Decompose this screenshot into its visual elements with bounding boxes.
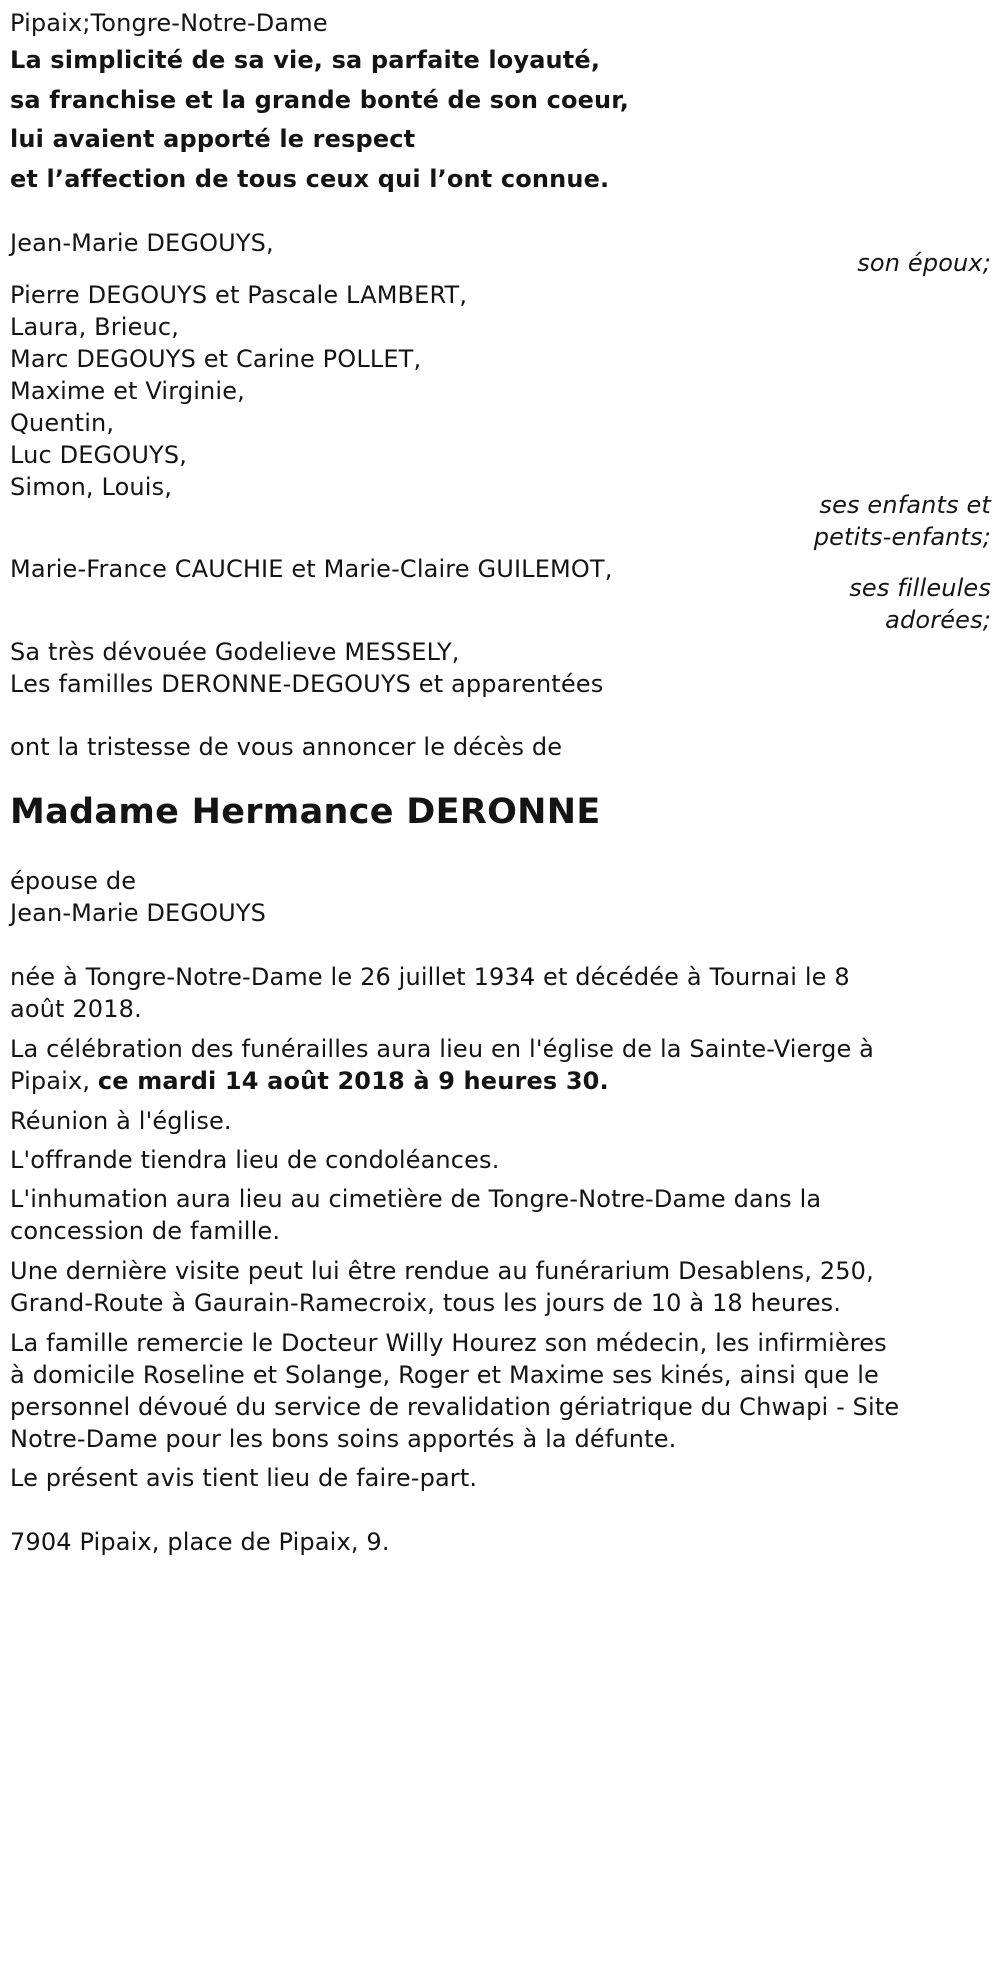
- meeting-line: Réunion à l'église.: [10, 1107, 232, 1135]
- visit-line: Grand-Route à Gaurain-Ramecroix, tous les jours de 10 à 18 heures.: [10, 1289, 842, 1317]
- ceremony-place: Pipaix,: [10, 1067, 98, 1095]
- thanks-line: à domicile Roseline et Solange, Roger et Maxime ses kinés, ainsi que le: [10, 1361, 879, 1389]
- goddaughters: Marie-France CAUCHIE et Marie-Claire GUILEMOT,: [10, 555, 613, 583]
- child-line: Pierre DEGOUYS et Pascale LAMBERT,: [10, 281, 468, 309]
- child-line: Marc DEGOUYS et Carine POLLET,: [10, 345, 422, 373]
- birth-death-line: née à Tongre-Notre-Dame le 26 juillet 1934 et décédée à Tournai le 8: [10, 963, 850, 991]
- quote-line: sa franchise et la grande bonté de son coeur,: [10, 86, 629, 114]
- ceremony-date: ce mardi 14 août 2018 à 9 heures 30.: [97, 1067, 609, 1095]
- ceremony-line: [10, 1066, 609, 1096]
- thanks-line: personnel dévoué du service de revalidation gériatrique du Chwapi - Site: [10, 1393, 900, 1421]
- children-role: ses enfants et: [819, 491, 991, 519]
- burial-line: L'inhumation aura lieu au cimetière de Tongre-Notre-Dame dans la: [10, 1185, 822, 1213]
- notice-line: Le présent avis tient lieu de faire-part.: [10, 1464, 478, 1492]
- child-line: Maxime et Virginie,: [10, 377, 245, 405]
- ceremony-line: La célébration des funérailles aura lieu en l'église de la Sainte-Vierge à: [10, 1035, 875, 1063]
- goddaughters-role: adorées;: [885, 606, 991, 634]
- goddaughters-role: ses filleules: [849, 574, 991, 602]
- child-line: Luc DEGOUYS,: [10, 441, 188, 469]
- child-line: Laura, Brieuc,: [10, 313, 180, 341]
- visit-line: Une dernière visite peut lui être rendue au funérarium Desablens, 250,: [10, 1257, 874, 1285]
- spouse-label: épouse de: [10, 867, 137, 895]
- deceased-name: Madame Hermance DERONNE: [10, 792, 601, 832]
- child-line: Quentin,: [10, 409, 115, 437]
- child-line: Simon, Louis,: [10, 473, 173, 501]
- spouse-name: Jean-Marie DEGOUYS,: [10, 229, 274, 257]
- quote-line: La simplicité de sa vie, sa parfaite loyauté,: [10, 46, 601, 74]
- burial-line: concession de famille.: [10, 1217, 281, 1245]
- other-family-line: Les familles DERONNE-DEGOUYS et apparentées: [10, 670, 604, 698]
- announcement: ont la tristesse de vous annoncer le décès de: [10, 733, 563, 761]
- other-family-line: Sa très dévouée Godelieve MESSELY,: [10, 638, 460, 666]
- quote-line: lui avaient apporté le respect: [10, 125, 416, 153]
- children-role: petits-enfants;: [813, 523, 991, 551]
- thanks-line: La famille remercie le Docteur Willy Hourez son médecin, les infirmières: [10, 1329, 887, 1357]
- address: 7904 Pipaix, place de Pipaix, 9.: [10, 1528, 390, 1556]
- birth-death-line: août 2018.: [10, 995, 142, 1023]
- deceased-spouse-name: Jean-Marie DEGOUYS: [10, 899, 267, 927]
- offering-line: L'offrande tiendra lieu de condoléances.: [10, 1146, 500, 1174]
- quote-line: et l’affection de tous ceux qui l’ont connue.: [10, 165, 610, 193]
- spouse-role: son époux;: [857, 249, 991, 277]
- header-locations: Pipaix;Tongre-Notre-Dame: [10, 9, 328, 37]
- thanks-line: Notre-Dame pour les bons soins apportés à la défunte.: [10, 1425, 677, 1453]
